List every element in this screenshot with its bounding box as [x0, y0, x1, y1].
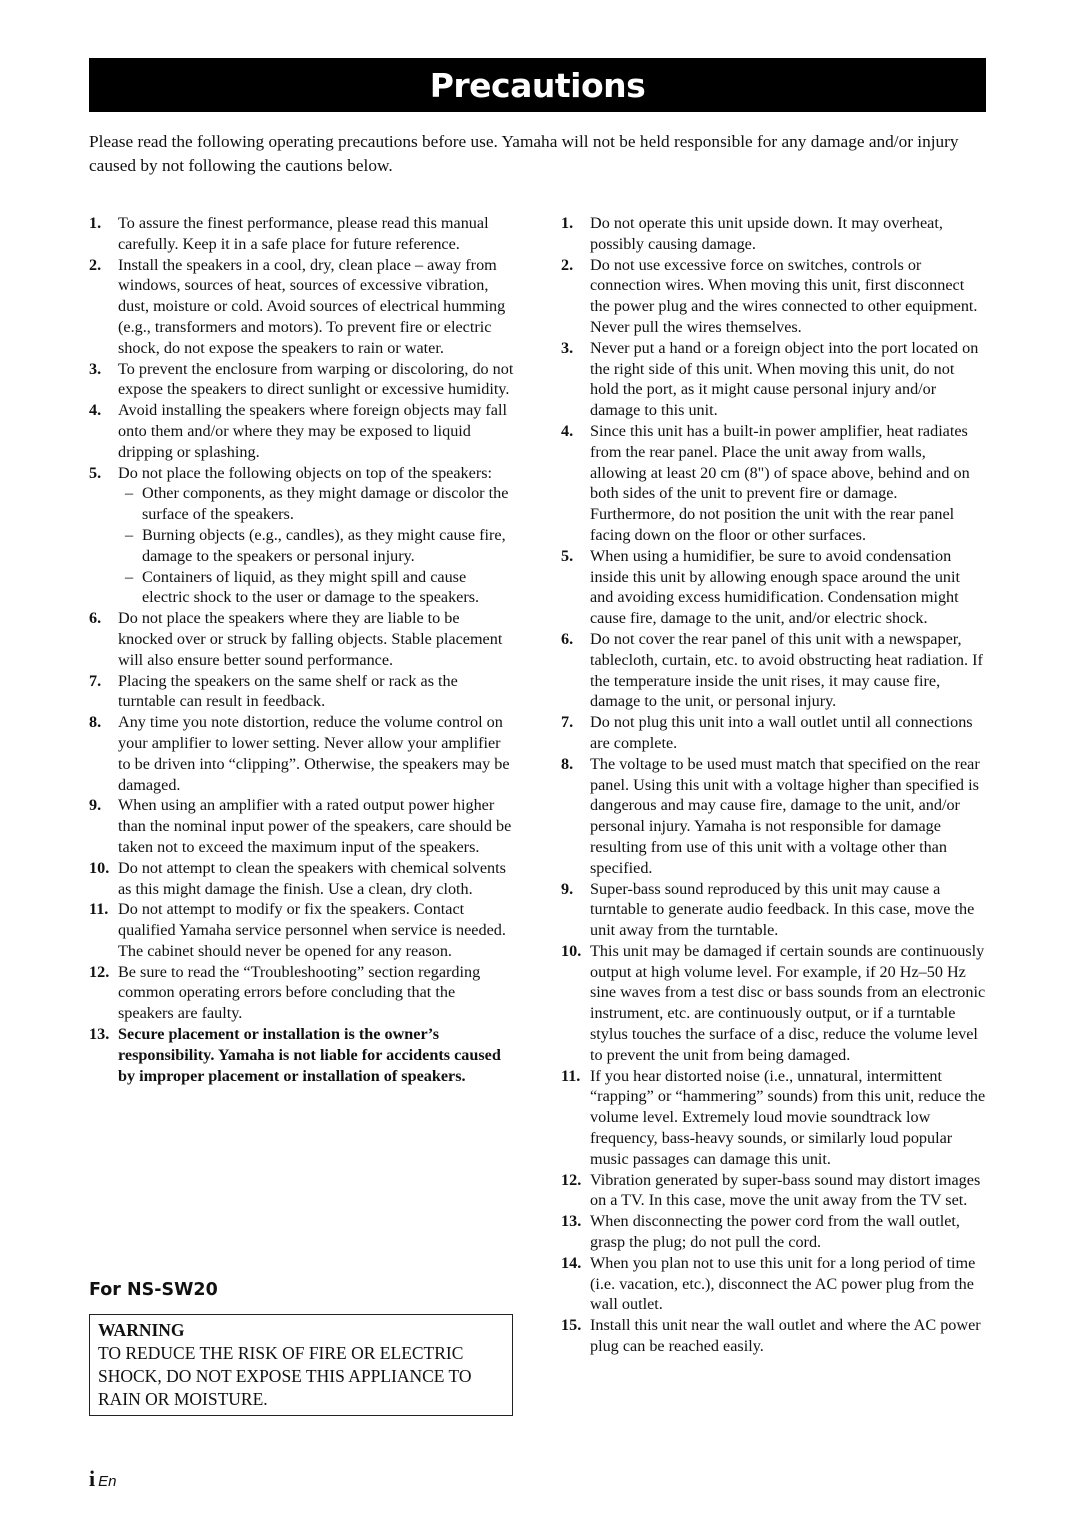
item-text: When using a humidifier, be sure to avoid condensation inside this unit by allowing enough space around the unit and avoiding excess humidification. Condensation might cause fire, damage to the unit, and/or electric shock. [590, 546, 961, 628]
item-text: When disconnecting the power cord from the wall outlet, grasp the plug; do not pull the cord. [590, 1212, 960, 1252]
item-number: 3. [89, 359, 102, 378]
list-item [561, 1170, 986, 1212]
item-text: Vibration generated by super-bass sound may distort images on a TV. In this case, move the unit away from the TV set. [590, 1170, 981, 1210]
left-column [89, 213, 514, 1086]
item-text: Be sure to read the “Troubleshooting” section regarding common operating errors before concluding that the speakers are faulty. [118, 962, 481, 1023]
item-number: 5. [561, 546, 574, 565]
list-item [89, 608, 514, 670]
item-text: Do not place the speakers where they are liable to be knocked over or struck by falling objects. Stable placement will also ensure better sound performance. [118, 609, 503, 669]
item-text: The voltage to be used must match that specified on the rear panel. Using this unit with a voltage higher than specified is dangerous and may cause fire, damage to the unit, and/or personal injury. Yamaha is not responsible for damage resulting from use of this unit with a voltage other than specified. [590, 754, 980, 877]
item-text: Any time you note distortion, reduce the volume control on your amplifier to lower setting. Never allow your amplifier to be driven into “clipping”. Otherwise, the speakers may be damaged. [118, 713, 510, 794]
sub-item-text: Burning objects (e.g., candles), as they might cause fire, damage to the speakers or personal injury. [142, 525, 506, 565]
list-item [561, 255, 986, 338]
list-item [89, 795, 514, 857]
page-number: i [89, 1466, 96, 1491]
list-item [561, 629, 986, 712]
item-number: 15. [561, 1316, 582, 1335]
item-number: 2. [89, 255, 102, 274]
item-text: If you hear distorted noise (i.e., unnatural, intermittent “rapping” or “hammering” sounds) from this unit, reduce the volume level. Extremely loud movie soundtrack low frequency, bass-heavy sounds, or similarly loud popular music passages can damage this unit. [590, 1066, 986, 1168]
item-text: Install the speakers in a cool, dry, clean place – away from windows, sources of heat, sources of excessive vibration, dust, moisture or cold. Avoid sources of electrical humming (e.g., transformers and motors). To prevent fire or electric shock, do not expose the speakers to rain or water. [118, 255, 506, 357]
list-item [89, 712, 514, 795]
list-item [89, 400, 514, 462]
list-item [89, 359, 514, 401]
sub-list-item: – Burning objects (e.g., candles), as they might cause fire, damage to the speakers or personal injury. [125, 525, 506, 565]
item-number: 9. [89, 796, 102, 815]
item-number: 11. [561, 1066, 581, 1085]
warning-box [89, 1314, 513, 1416]
sub-list-item: – Other components, as they might damage or discolor the surface of the speakers. [125, 484, 509, 524]
right-precautions-list [561, 213, 986, 1357]
item-number: 7. [561, 713, 574, 732]
warning-text: TO REDUCE THE RISK OF FIRE OR ELECTRIC SHOCK, DO NOT EXPOSE THIS APPLIANCE TO RAIN OR MOISTURE. [98, 1343, 472, 1409]
item-text: Do not operate this unit upside down. It may overheat, possibly causing damage. [590, 214, 943, 253]
item-number: 4. [561, 421, 574, 440]
page-title: Precautions [429, 65, 646, 105]
item-number: 13. [89, 1025, 110, 1044]
list-item [561, 712, 986, 754]
intro-paragraph: Please read the following operating precautions before use. Yamaha will not be held responsible for any damage and/or injury caused by not following the cautions below. [89, 132, 959, 175]
item-text: When you plan not to use this unit for a long period of time (i.e. vacation, etc.), disconnect the AC power plug from the wall outlet. [590, 1253, 976, 1314]
item-number: 12. [89, 962, 110, 981]
item-text: Do not place the following objects on top of the speakers: [118, 463, 493, 482]
list-item [561, 213, 986, 255]
item-text: Install this unit near the wall outlet and where the AC power plug can be reached easily. [590, 1316, 981, 1356]
item-text: Avoid installing the speakers where foreign objects may fall onto them and/or where they may be exposed to liquid dripping or splashing. [118, 401, 507, 461]
right-column [561, 213, 986, 1357]
item-text: Super-bass sound reproduced by this unit may cause a turntable to generate audio feedback. In this case, move the unit away from the turntable. [590, 879, 975, 940]
item-text: Placing the speakers on the same shelf or rack as the turntable can result in feedback. [118, 671, 458, 711]
section-heading: For NS-SW20 [89, 1280, 218, 1300]
item-number: 10. [89, 858, 110, 877]
item-number: 4. [89, 401, 102, 420]
list-item [89, 463, 514, 609]
item-text-bold: Secure placement or installation is the owner’s responsibility. Yamaha is not liable for accidents caused by improper placement or installation of speakers. [118, 1025, 501, 1085]
warning-title: WARNING [98, 1320, 185, 1340]
list-item [561, 879, 986, 941]
sub-list [118, 483, 514, 608]
list-item [561, 546, 986, 629]
list-item [561, 1211, 986, 1253]
list-item [561, 338, 986, 421]
item-number: 9. [561, 879, 574, 898]
item-number: 1. [561, 214, 574, 232]
sub-item-text: Containers of liquid, as they might spill and cause electric shock to the user or damage to the speakers. [142, 567, 480, 607]
item-number: 6. [561, 629, 574, 648]
list-item [89, 899, 514, 961]
sub-item-text: Other components, as they might damage or discolor the surface of the speakers. [142, 484, 509, 524]
item-number: 1. [89, 214, 102, 232]
item-text: When using an amplifier with a rated output power higher than the nominal input power of the speakers, care should be taken not to exceed the maximum input of the speakers. [118, 796, 512, 856]
list-item [89, 858, 514, 900]
language-code: En [98, 1473, 117, 1490]
list-item [561, 1253, 986, 1315]
item-text: Do not attempt to modify or fix the speakers. Contact qualified Yamaha service personnel when service is needed. The cabinet should never be opened for any reason. [118, 900, 506, 960]
item-number: 5. [89, 463, 102, 482]
title-bar [89, 58, 986, 112]
item-number: 13. [561, 1212, 582, 1231]
list-item [561, 1315, 986, 1357]
item-number: 12. [561, 1170, 582, 1189]
list-item [561, 754, 986, 879]
item-number: 3. [561, 338, 574, 357]
item-text: Do not cover the rear panel of this unit with a newspaper, tablecloth, curtain, etc. to avoid obstructing heat radiation. If the temperature inside the unit rises, it may cause fire, damage to the unit, or personal injury. [590, 629, 983, 711]
list-item [89, 213, 514, 255]
list-item [89, 962, 514, 1024]
item-number: 6. [89, 609, 102, 628]
item-number: 8. [89, 713, 102, 732]
item-text: To prevent the enclosure from warping or discoloring, do not expose the speakers to direct sunlight or excessive humidity. [118, 359, 514, 399]
list-item [89, 1024, 514, 1086]
item-text: To assure the finest performance, please read this manual carefully. Keep it in a safe place for future reference. [118, 214, 489, 253]
item-text: Never put a hand or a foreign object into the port located on the right side of this unit. When moving this unit, do not hold the port, as it might cause personal injury and/or damage to this unit. [590, 338, 979, 420]
item-text: This unit may be damaged if certain sounds are continuously output at high volume level. For example, if 20 Hz–50 Hz sine waves from a test disc or bass sounds from an electronic instrument, etc. are continuously output, or if a turntable stylus touches the surface of a disc, reduce the volume level to prevent the unit from being damaged. [590, 941, 986, 1064]
item-number: 8. [561, 754, 574, 773]
list-item [561, 421, 986, 546]
list-item [89, 671, 514, 713]
list-item [561, 941, 986, 1066]
item-text: Do not attempt to clean the speakers with chemical solvents as this might damage the finish. Use a clean, dry cloth. [118, 858, 506, 898]
page-footer [89, 1466, 116, 1492]
item-number: 11. [89, 900, 109, 919]
left-precautions-list [89, 213, 514, 1086]
sub-list-item: – Containers of liquid, as they might spill and cause electric shock to the user or damage to the speakers. [125, 567, 480, 607]
item-text: Do not plug this unit into a wall outlet until all connections are complete. [590, 713, 973, 752]
list-item [561, 1066, 986, 1170]
item-text: Since this unit has a built-in power amplifier, heat radiates from the rear panel. Place the unit away from walls, allowing at least 20 cm (8") of space above, behind and on both sides of the unit to prevent fire or damage. Furthermore, do not position the unit with the rear panel facing down on the floor or other surfaces. [590, 421, 970, 544]
item-number: 2. [561, 255, 574, 274]
item-number: 14. [561, 1253, 582, 1272]
item-number: 7. [89, 671, 102, 690]
list-item [89, 255, 514, 359]
item-text: Do not use excessive force on switches, controls or connection wires. When moving this unit, first disconnect the power plug and the wires connected to other equipment. Never pull the wires themselves. [590, 255, 978, 336]
item-number: 10. [561, 941, 582, 960]
